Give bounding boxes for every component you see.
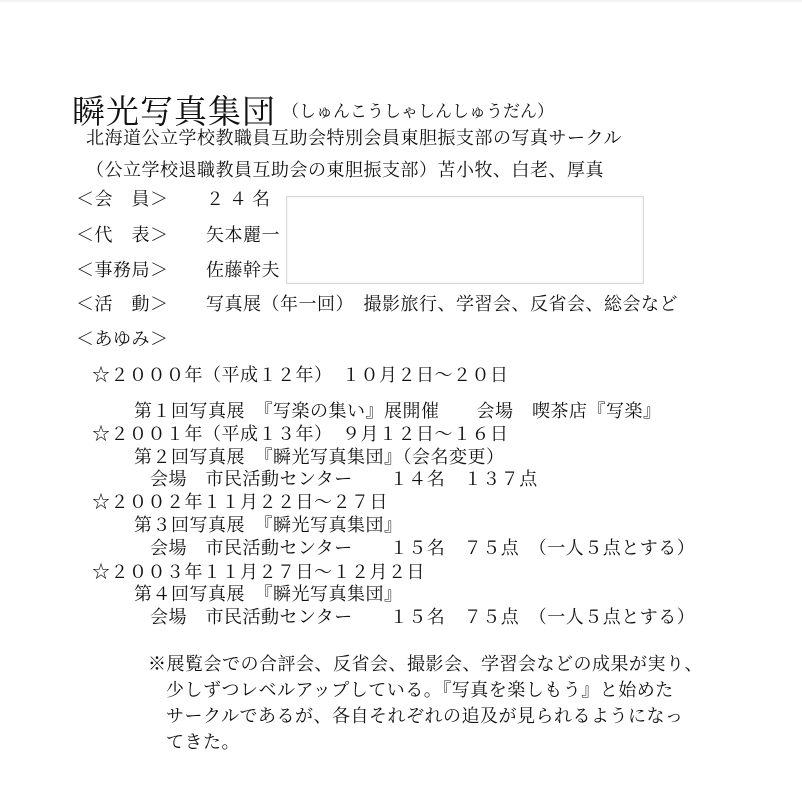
note-line-4: てきた。 bbox=[166, 732, 240, 753]
note-line-2: 少しずつレベルアップしている。『写真を楽しもう』と始めた bbox=[166, 680, 674, 701]
info-value-activities: 写真展（年一回） 撮影旅行、学習会、反省会、総会など bbox=[206, 294, 678, 315]
info-label-representative: ＜代 表＞ bbox=[76, 225, 169, 246]
history-date-2001: ☆２００１年（平成１３年） ９月１２日～１６日 bbox=[92, 424, 509, 445]
history-line-2003-2: 会場 市民活動センター １５名 ７５点 （一人５点とする） bbox=[150, 607, 696, 628]
history-line-2001-1: 第２回写真展 『瞬光写真集団』（会名変更） bbox=[134, 447, 505, 468]
history-line-2003-1: 第４回写真展 『瞬光写真集団』 bbox=[134, 584, 403, 605]
subtitle: 北海道公立学校教職員互助会特別会員東胆振支部の写真サークル bbox=[86, 128, 622, 149]
info-label-history: ＜あゆみ＞ bbox=[76, 329, 169, 350]
history-date-2003: ☆２００３年１１月２７日～１２月２日 bbox=[92, 562, 425, 583]
scan-edge-top bbox=[0, 0, 802, 2]
history-line-2002-2: 会場 市民活動センター １５名 ７５点 （一人５点とする） bbox=[150, 538, 696, 559]
title-ruby: （しゅんこうしゃしんしゅうだん） bbox=[282, 102, 554, 122]
info-label-office: ＜事務局＞ bbox=[76, 260, 169, 281]
history-line-2001-2: 会場 市民活動センター １４名 １３７点 bbox=[150, 469, 538, 490]
info-value-members: ２４名 bbox=[206, 189, 275, 210]
note-line-1: ※展覧会での合評会、反省会、撮影会、学習会などの成果が実り、 bbox=[148, 654, 703, 675]
note-line-3: サークルであるが、各自それぞれの追及が見られるようになっ bbox=[166, 706, 684, 727]
title-main: 瞬光写真集団 bbox=[72, 92, 276, 131]
subtitle-2: （公立学校退職教員互助会の東胆振支部）苫小牧、白老、厚真 bbox=[86, 160, 604, 181]
history-date-2000: ☆２０００年（平成１２年） １０月２日～２０日 bbox=[92, 365, 509, 386]
history-date-2002: ☆２００２年１１月２２日～２７日 bbox=[92, 492, 388, 513]
note-paragraph bbox=[148, 652, 703, 756]
history-line-2000-1: 第１回写真展 『写楽の集い』展開催 会場 喫茶店『写楽』 bbox=[134, 401, 662, 422]
history-line-2002-1: 第３回写真展 『瞬光写真集団』 bbox=[134, 515, 403, 536]
page-title bbox=[72, 86, 554, 133]
redaction-patch bbox=[286, 196, 644, 284]
info-value-representative: 矢本麗一 bbox=[206, 225, 280, 246]
info-value-office: 佐藤幹夫 bbox=[206, 260, 280, 281]
info-label-activities: ＜活 動＞ bbox=[76, 294, 169, 315]
info-label-members: ＜会 員＞ bbox=[76, 189, 169, 210]
